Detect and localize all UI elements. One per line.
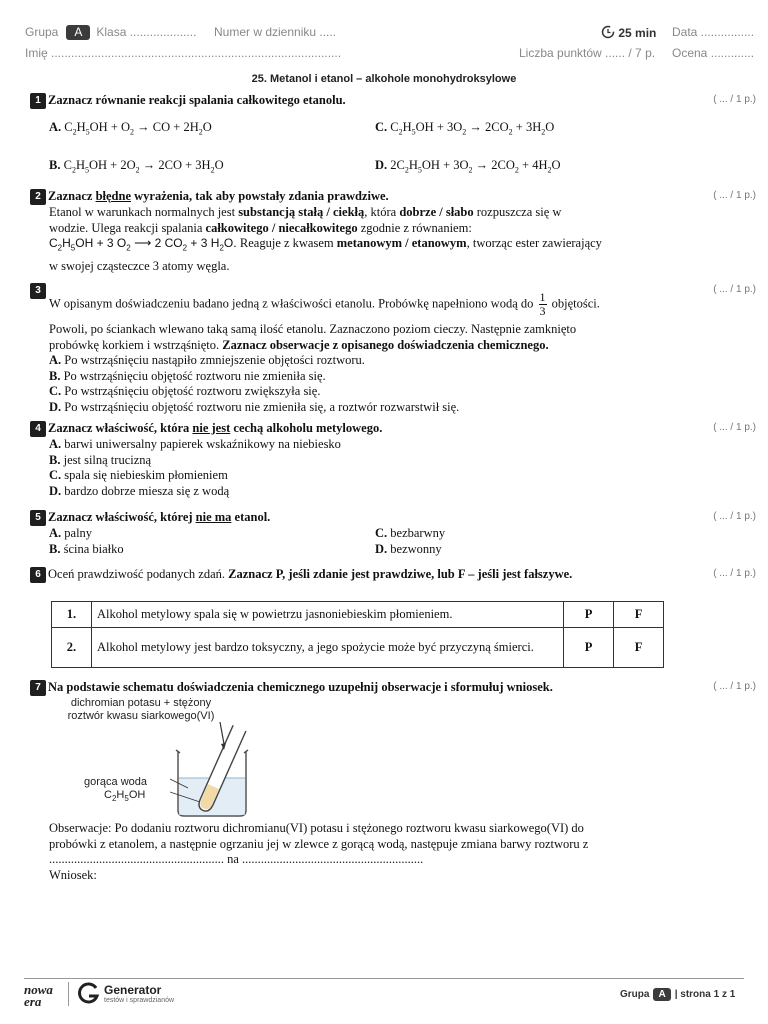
answer-f[interactable]: F [614, 628, 664, 668]
option-d[interactable]: D. bardzo dobrze miesza się z wodą [49, 483, 230, 498]
task-question: Na podstawie schematu doświadczenia chemicznego uzupełnij obserwacje i sformułuj wniosek. [48, 680, 553, 694]
diagram-label-ethanol: $C_2H_5OH$ [104, 789, 146, 804]
option-c[interactable]: C. Po wstrząśnięciu objętość roztworu zwiększyła się. [49, 384, 321, 398]
beaker-diagram [150, 722, 260, 822]
diagram-label-hot-water: gorąca woda [84, 776, 147, 788]
task-2: 2 Zaznacz błędne wyrażenia, tak aby powstały zdania prawdziwe. Etanol w warunkach normalnych jest substancją stałą / ciekłą, która dobrze / słabo rozpuszcza się w wodzie. Ulega reakcji spalania całkowitego / niecałkowitego zgodnie z równaniem: $C_2H_5OH + 3$ $O_2$ ⟶ 2 $CO_2 + 3$ $H_2O$. Reaguje z kwasem metanowym / etanowym, tworząc ester zawierający w swojej cząsteczce 3 atomy węgla. [30, 189, 750, 275]
grupa-badge: A [653, 988, 670, 1001]
option-c[interactable]: C. $C_2H_5OH + 3O_2 \to 2CO_2 + 3H_2O$ [375, 120, 555, 137]
option-b[interactable]: B. $C_2H_5OH + 2O_2 \to 2CO + 3H_2O$ [49, 158, 224, 175]
task-number: 6 [30, 567, 46, 583]
generator-brand: Generator [104, 983, 162, 997]
generator-brand-sub: testów i sprawdzianów [104, 997, 175, 1004]
task-4: 4 Zaznacz właściwość, która nie jest cechą alkoholu metylowego. A. barwi uniwersalny papierek wskaźnikowy na niebiesko B. jest silną trucizną C. spala się niebieskim płomieniem D. bardzo dobrze miesza się z wodą [30, 421, 750, 499]
task-question: Zaznacz równanie reakcji spalania całkowitego etanolu. [48, 93, 346, 107]
wniosek-label: Wniosek: [49, 867, 97, 882]
imie-field: Imię ....................................................................................... [25, 46, 342, 60]
task-number: 4 [30, 421, 46, 437]
option-b[interactable]: B. Po wstrząśnięciu objętość roztworu nie zmieniła się. [49, 368, 326, 383]
task-5: 5 Zaznacz właściwość, której nie ma etanol. A. palny C. bezbarwny B. ścina białko D. bezwonny [30, 510, 750, 557]
task-3: 3 W opisanym doświadczeniu badano jedną z właściwości etanolu. Probówkę napełniono wodą do $\frac{1}{3}$ objętości. Powoli, po ściankach wlewano taką samą ilość etanolu. Zaznaczono poziom cieczy. Następnie zamknięto probówkę korkiem i wstrząśnięto. Zaznacz obserwacje z opisanego doświadczenia chemicznego. A. Po wstrząśnięciu nastąpiło zmniejszenie objętości roztworu. B. Po wstrząśnięciu objętość roztworu nie zmieniła się. C. Po wstrząśnięciu objętość roztworu zwiększyła się. D. Po wstrząśnięciu objętość roztworu nie zmieniła się, a roztwór rozwarstwił się. [30, 283, 750, 415]
clock-icon [601, 25, 615, 39]
task-7 [30, 680, 750, 696]
data-field: Data ................ [672, 25, 755, 39]
points-1: ( ... / 1 p.) [713, 94, 756, 105]
ocena-field: Ocena ............. [672, 46, 755, 60]
table-row: 1. Alkohol metylowy spala się w powietrzu jasnoniebieskim płomieniem. P F [52, 602, 664, 628]
option-a[interactable]: A. barwi uniwersalny papierek wskaźnikowy na niebiesko [49, 437, 341, 452]
diagram-label-reagents: dichromian potasu + stężony roztwór kwasu siarkowego(VI) [67, 697, 215, 722]
option-d[interactable]: D. $2C_2H_5OH + 3O_2 \to 2CO_2 + 4H_2O$ [375, 158, 561, 175]
task-number: 5 [30, 510, 46, 526]
option-c[interactable]: C. bezbarwny [375, 526, 446, 541]
task-1 [30, 93, 750, 178]
task-number: 2 [30, 189, 46, 205]
page-title: 25. Metanol i etanol – alkohole monohydroksylowe [251, 73, 517, 85]
points-2: ( ... / 1 p.) [713, 190, 756, 201]
option-a[interactable]: A. palny [49, 526, 93, 541]
grupa-field [25, 25, 196, 40]
page-indicator: Grupa A | strona 1 z 1 [620, 989, 736, 1000]
grupa-badge: A [66, 25, 90, 40]
points-3: ( ... / 1 p.) [713, 284, 756, 295]
task-number: 3 [30, 283, 46, 299]
points-5: ( ... / 1 p.) [713, 511, 756, 522]
time-limit: 25 min [618, 26, 657, 40]
true-false-table [51, 601, 664, 668]
numer-field: Numer w dzienniku ..... [214, 25, 337, 39]
nowa-era-logo: nowa era [24, 982, 53, 1009]
option-b[interactable]: B. jest silną trucizną [49, 452, 152, 467]
option-a[interactable]: A. $C_2H_5OH + O_2$ → CO + $2H_2O$ [49, 120, 212, 137]
option-a[interactable]: A. Po wstrząśnięciu nastąpiło zmniejszenie objętości roztworu. [49, 353, 365, 367]
points-4: ( ... / 1 p.) [713, 422, 756, 433]
option-c[interactable]: C. spala się niebieskim płomieniem [49, 468, 228, 483]
task-6: 6 Oceń prawdziwość podanych zdań. Zaznacz P, jeśli zdanie jest prawdziwe, lub F – jeśli jest fałszywe. [30, 567, 750, 583]
observation-blanks[interactable]: ........................................................ na .......................................................... [49, 852, 424, 866]
answer-p[interactable]: P [564, 602, 614, 628]
task-number: 1 [30, 93, 46, 109]
option-d[interactable]: D. bezwonny [375, 541, 442, 556]
table-row: 2. Alkohol metylowy jest bardzo toksyczny, a jego spożycie może być przyczyną śmierci. P F [52, 628, 664, 668]
points-7: ( ... / 1 p.) [713, 681, 756, 692]
option-b[interactable]: B. ścina białko [49, 541, 124, 556]
answer-p[interactable]: P [564, 628, 614, 668]
liczba-punktow-field: Liczba punktów ...... / 7 p. [519, 46, 656, 60]
footer-separator [68, 982, 69, 1006]
klasa-field: Klasa .................... [96, 25, 197, 39]
task-number: 7 [30, 680, 46, 696]
answer-f[interactable]: F [614, 602, 664, 628]
generator-logo-icon [76, 982, 100, 1006]
time-field [601, 25, 656, 40]
points-6: ( ... / 1 p.) [713, 568, 756, 579]
grupa-label: Grupa [25, 25, 59, 39]
footer-divider [24, 978, 744, 979]
task-7-observations: Obserwacje: Po dodaniu roztworu dichromianu(VI) potasu i stężonego roztworu kwasu siarkowego(VI) do probówki z etanolem, a następnie ogrzaniu jej w zlewce z gorącą wodą, następuje zmiana barwy roztworu z ........................................................ na .......................................................... Wniosek: [30, 821, 750, 883]
option-d[interactable]: D. Po wstrząśnięciu objętość roztworu nie zmieniła się, a roztwór rozwarstwił się. [49, 399, 460, 414]
